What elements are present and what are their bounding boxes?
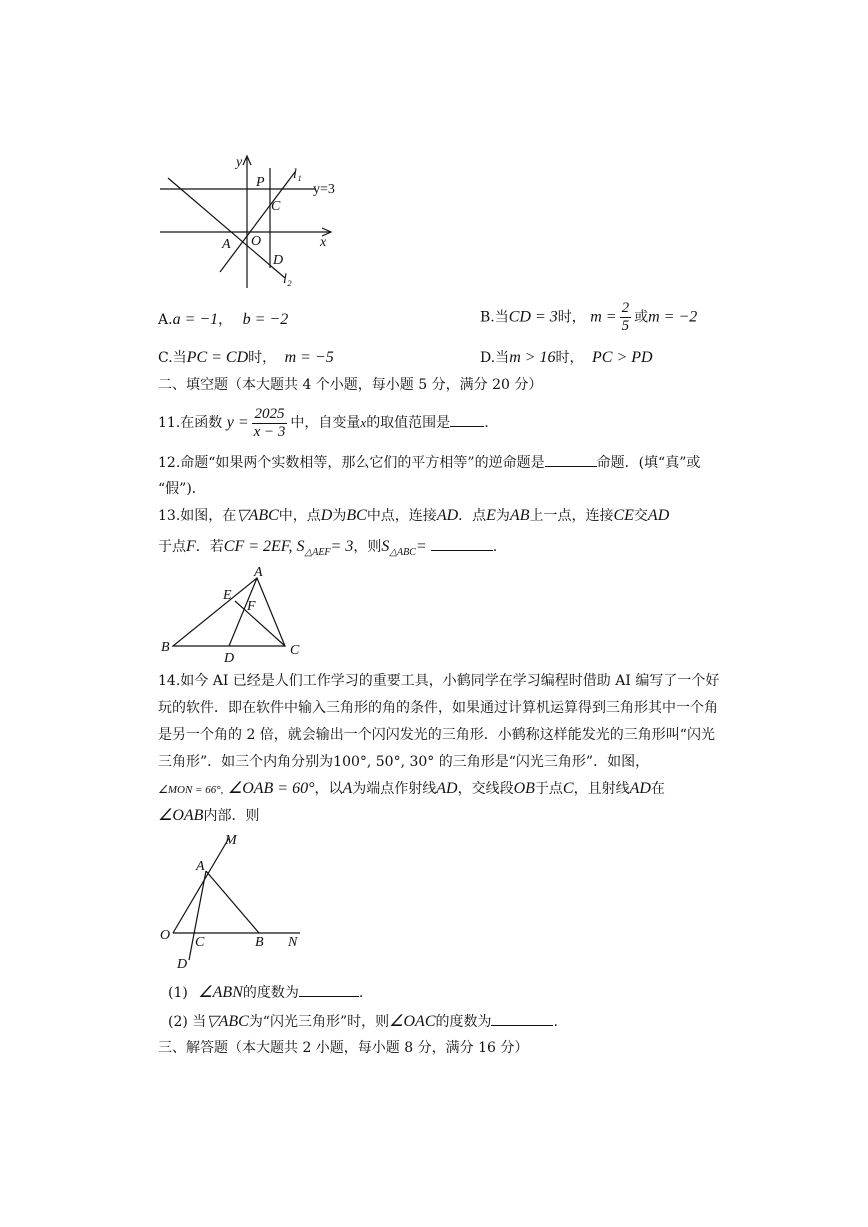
angle-figure-mon [155,828,315,974]
fraction-2025: $\frac{2025}{x - 3}$ [253,405,286,440]
triangle-figure-abc [155,562,315,668]
answer-blank [299,982,359,997]
label-A: A [254,565,263,580]
segment-ab [206,871,259,933]
label-O: O [160,928,171,943]
question-12-line-1: 12.命题“如果两个实数相等，那么它们的平方相等”的逆命题是 命题．(填“真”或 [158,452,700,473]
label-l1: l₁ [293,167,302,182]
question-14-line-1: 14.如今 AI 已经是人们工作学习的重要工具，小鹤同学在学习编程时借助 AI 编写了一个好 [158,673,720,689]
question-14-part-2: (2) 当▽ABC为“闪光三角形”时，则∠OAC的度数为 . [168,1013,558,1030]
label-M: M [225,833,237,848]
question-14-line-2: 玩的软件．即在软件中输入三角形的角的条件，如果通过计算机运算得到三角形其中一个角 [158,700,718,716]
fraction-2-5: $\frac{2}{5}$ [621,300,630,334]
label-D: D [224,651,235,666]
section-2-heading: 二、填空题（本大题共 4 个小题，每小题 5 分，满分 20 分） [158,377,543,393]
answer-blank [431,536,493,551]
question-13-line-1: 13.如图，在▽ABC中，点D为BC中点，连接AD．点E为AB上一点，连接CE交AD [158,507,670,524]
label-D: D [273,253,284,268]
label-B: B [161,640,170,655]
question-14-line-5: ∠MON = 66°, ∠OAB = 60°，以A为端点作射线AD，交线段OB于点C，且射线AD在 [158,780,665,797]
label-P: P [256,175,265,190]
answer-blank [491,1011,553,1026]
question-12-line-2: “假”)． [158,481,206,497]
question-11: 11.在函数 y = $\frac{2025}{x - 3}$ 中，自变量x的取值范围是 . [158,405,489,440]
label-y3: y=3 [313,182,335,197]
question-14-line-3: 是另一个角的 2 倍，就会输出一个闪闪发光的三角形．小鹤称这样能发光的三角形叫“闪光 [158,727,715,743]
label-y: y [236,155,243,170]
question-14-line-4: 三角形”．如三个内角分别为100°, 50°, 30° 的三角形是“闪光三角形”．如图， [158,754,650,770]
option-c: C.当PC = CD时， m = −5 [158,349,334,366]
label-x: x [320,235,327,250]
label-C: C [195,935,205,950]
label-N: N [288,935,298,950]
question-14-part-1: (1) ∠ABN的度数为 . [168,984,364,1001]
label-l2: l₂ [283,272,292,287]
label-A: A [222,237,231,252]
label-A: A [196,859,205,874]
option-b: B.当CD = 3时， m = $\frac{2}{5}$ 或m = −2 [480,300,698,334]
section-3-heading: 三、解答题（本大题共 2 小题，每小题 8 分，满分 16 分） [158,1040,529,1056]
question-14-line-6: ∠OAB内部．则 [158,807,260,824]
option-d: D.当m > 16时， PC > PD [480,349,653,366]
label-B: B [255,935,264,950]
label-E: E [223,588,232,603]
label-C: C [271,199,281,214]
segment-ce [235,601,285,646]
ray-om [173,838,229,933]
label-C: C [290,643,300,658]
coordinate-figure [150,150,350,290]
answer-blank [545,452,597,467]
option-a: A.a = −1， b = −2 [158,311,289,328]
question-13-line-2: 于点F．若CF = 2EF, $S_{\triangle AEF}= 3$，则$S_{\triangle ABC}=$ . [158,538,498,558]
label-O: O [251,234,262,249]
label-F: F [247,599,256,614]
label-D: D [177,957,188,972]
answer-blank [450,412,484,427]
